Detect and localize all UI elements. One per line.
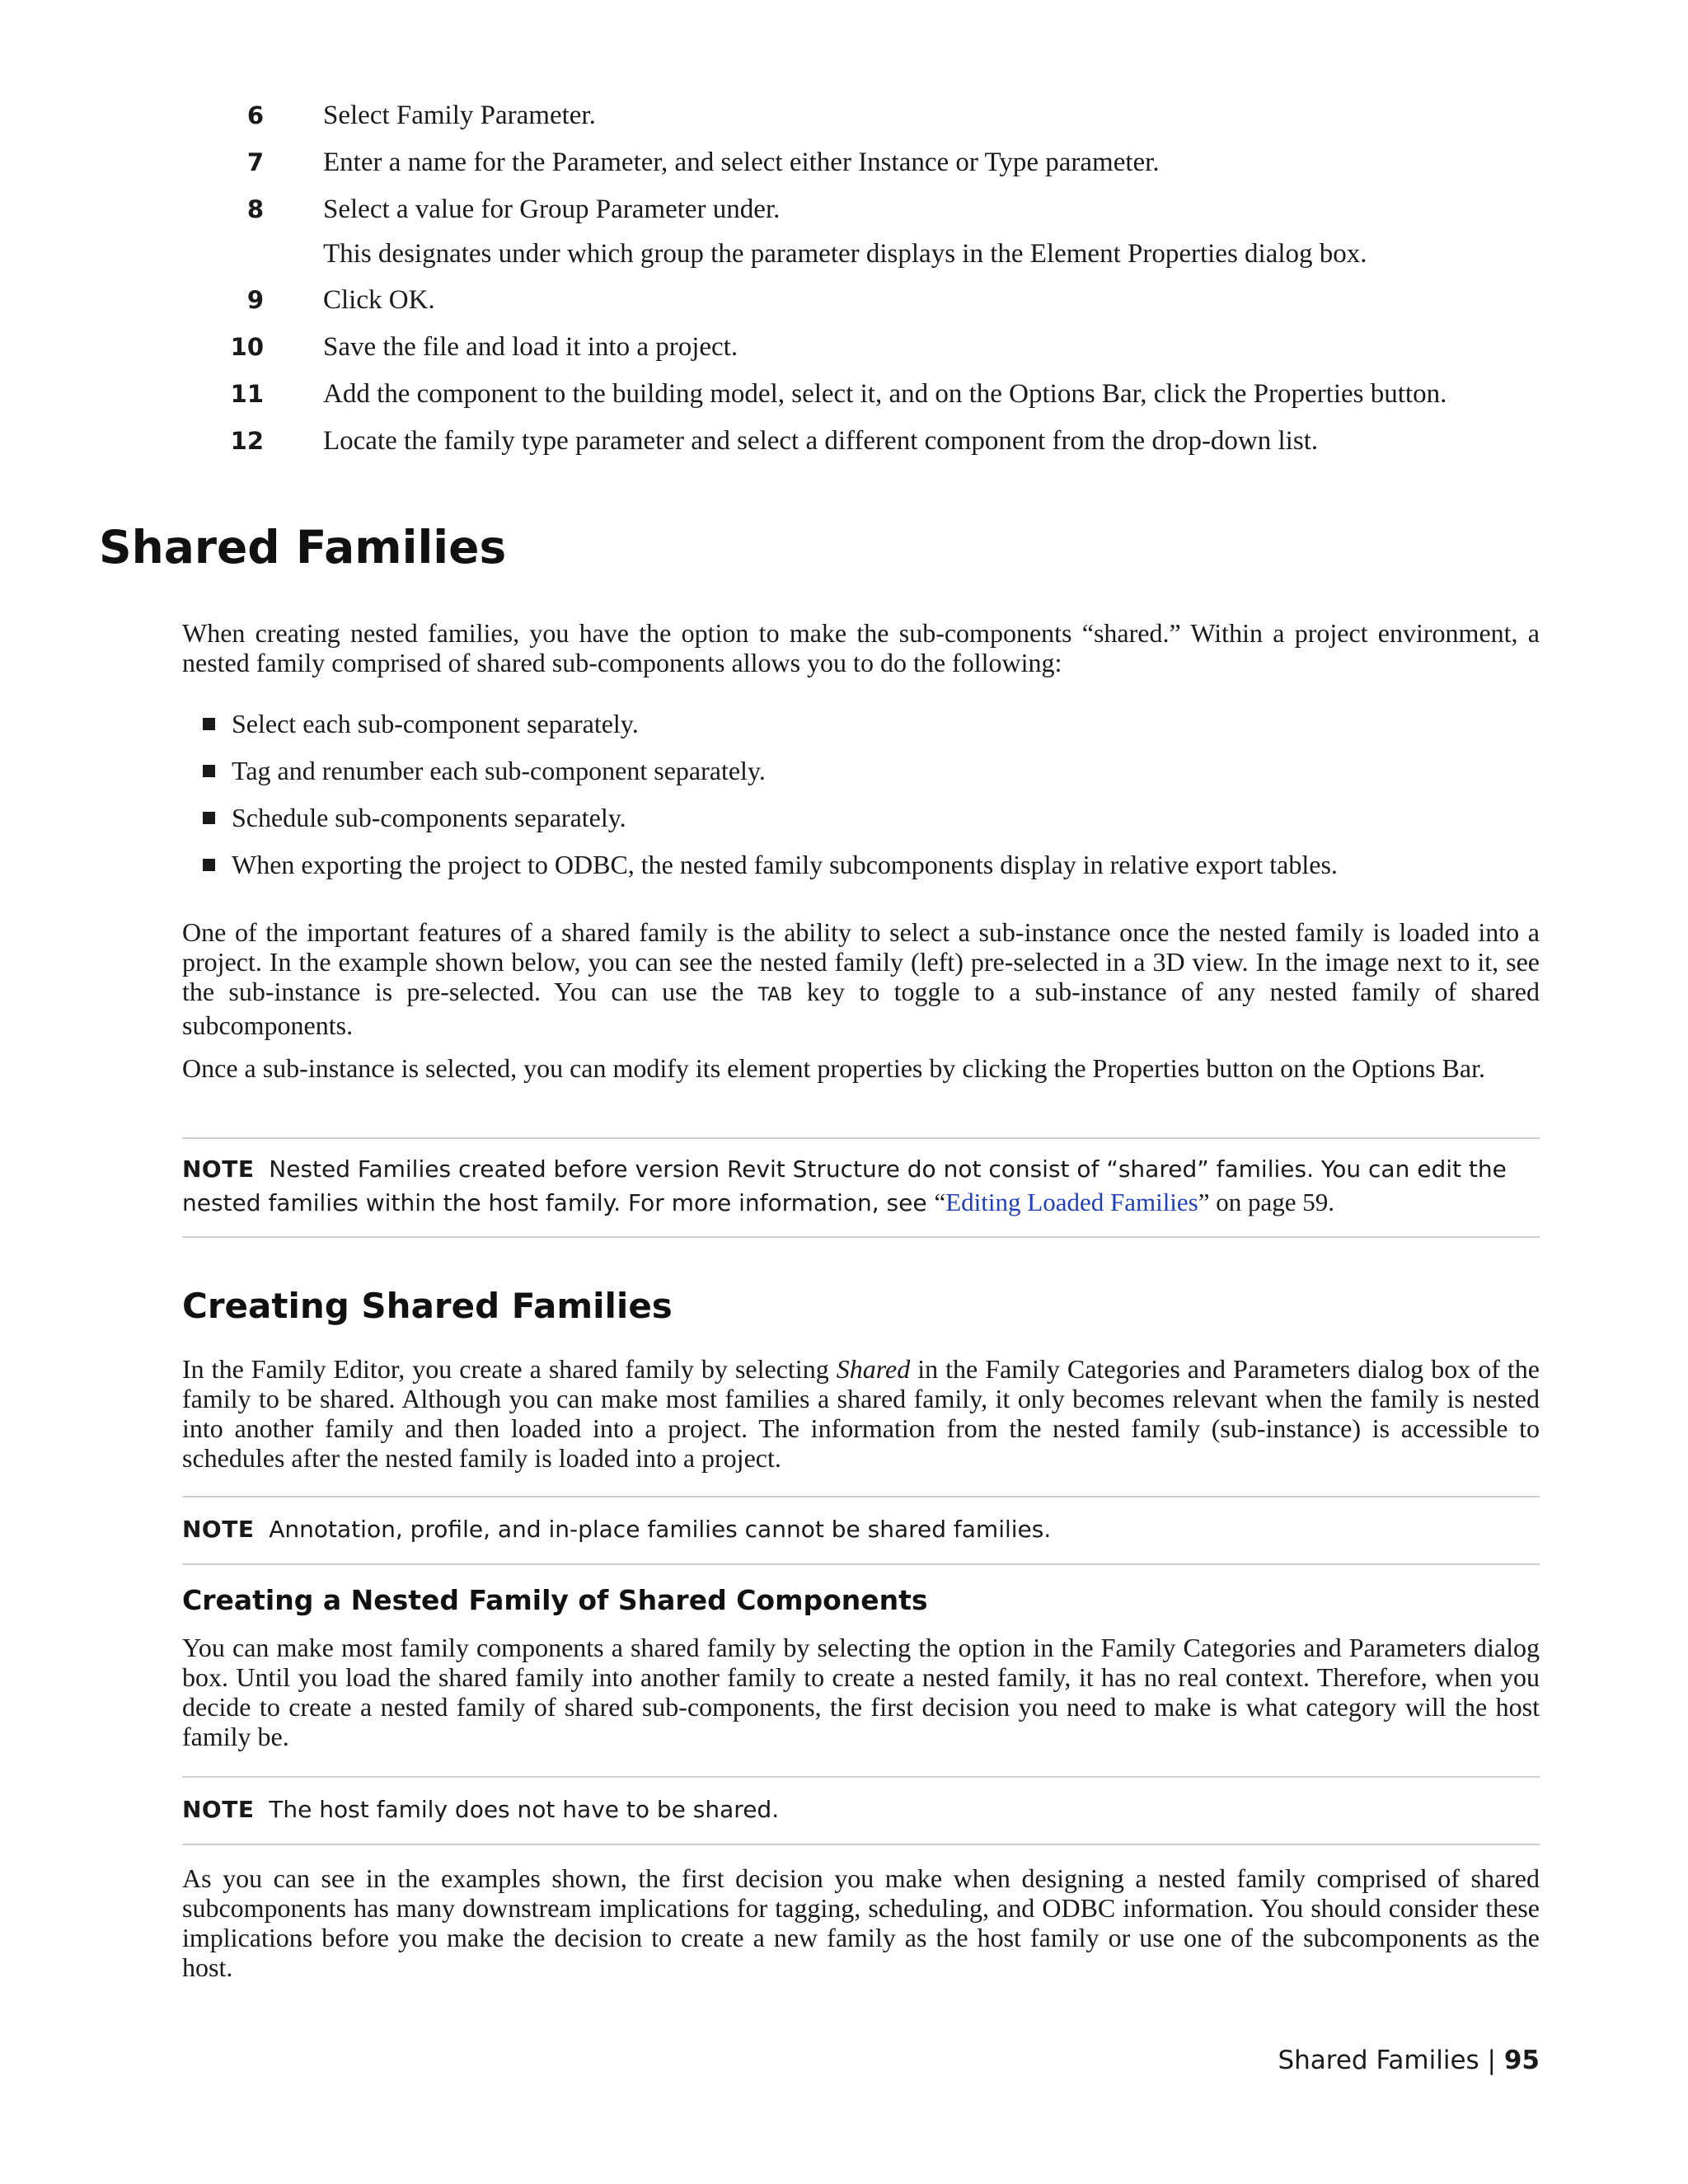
step-number: 11: [230, 380, 264, 408]
step-item: [230, 329, 1558, 365]
step-number: 8: [246, 195, 264, 223]
subsubsection-title: Creating a Nested Family of Shared Components: [182, 1584, 928, 1616]
step-item: [230, 423, 1558, 459]
editing-loaded-families-link[interactable]: Editing Loaded Families: [945, 1188, 1198, 1216]
list-item: Tag and renumber each sub-component separately.: [182, 752, 1540, 789]
footer-separator: |: [1487, 2046, 1496, 2075]
step-number: 10: [230, 333, 264, 361]
step-text: Enter a name for the Parameter, and select either Instance or Type parameter.: [323, 148, 1160, 177]
bullet-square-icon: [203, 859, 215, 871]
step-subtext: This designates under which group the parameter displays in the Element Properties dialog box.: [323, 239, 1367, 269]
step-number: 12: [230, 427, 264, 455]
step-number: 9: [246, 286, 264, 314]
bullet-square-icon: [203, 765, 215, 777]
intro-block: [182, 618, 1540, 677]
step-text: Click OK.: [323, 285, 435, 315]
sub-instance-paragraph: Once a sub-instance is selected, you can modify its element properties by clicking the Properties button on the Options Bar.: [182, 1053, 1485, 1083]
note-box: NOTE The host family does not have to be shared.: [182, 1776, 1540, 1845]
nested-family-paragraph: You can make most family components a shared family by selecting the option in the Family Categories and Parameters dialog box. Until you load the shared family into another family to create a nested family, it has no real context. Therefore, when you decide to create a nested family of shared sub-components, the first decision you need to make is what category will the host family be.: [182, 1633, 1540, 1751]
note-label: NOTE: [182, 1155, 255, 1183]
step-number: 6: [246, 101, 264, 129]
note-label: NOTE: [182, 1516, 255, 1543]
step-number: 7: [246, 148, 264, 176]
implications-paragraph: As you can see in the examples shown, the first decision you make when designing a nested family comprised of shared subcomponents has many downstream implications for tagging, scheduling, and ODBC information. You should consider these implications before you make the decision to create a new family as the host family or use one of the subcomponents as the host.: [182, 1863, 1540, 1982]
shared-family-paragraph: One of the important features of a shared family is the ability to select a sub-instance once the nested family is loaded into a project. In the example shown below, you can see the nested family (left) pre-selected in a 3D view. In the image next to it, see the sub-instance is pre-selected. You can use the TAB key to toggle to a sub-instance of any nested family of shared subcomponents.: [182, 917, 1540, 1040]
step-item: [230, 376, 1558, 412]
page-footer: [1278, 2042, 1540, 2079]
step-text: Select a value for Group Parameter under.: [323, 194, 781, 224]
subsection-title: Creating Shared Families: [182, 1286, 673, 1326]
intro-paragraph: When creating nested families, you have the option to make the sub-components “shared.” Within a project environment, a nested family comprised of shared sub-components allows you to do the following:: [182, 618, 1540, 677]
list-item: Select each sub-component separately.: [182, 705, 1540, 742]
step-text: Select Family Parameter.: [323, 101, 596, 130]
step-item: [246, 282, 1558, 318]
list-item: When exporting the project to ODBC, the nested family subcomponents display in relative export tables.: [182, 846, 1540, 883]
bullet-square-icon: [203, 718, 215, 730]
numbered-steps: [230, 97, 1558, 470]
list-item: Schedule sub-components separately.: [182, 799, 1540, 836]
step-item: [246, 144, 1558, 180]
step-text: Add the component to the building model, select it, and on the Options Bar, click the Properties button.: [323, 379, 1447, 409]
note-box: NOTE Nested Families created before version Revit Structure do not consist of “shared” families. You can edit the nested families within the host family. For more information, see “Editing Loaded Families” on page 59.: [182, 1137, 1540, 1238]
section-title: Shared Families: [99, 521, 507, 574]
step-text: Save the file and load it into a project.: [323, 332, 738, 362]
note-box: NOTE Annotation, profile, and in-place families cannot be shared families.: [182, 1496, 1540, 1565]
step-text: Locate the family type parameter and select a different component from the drop-down list.: [323, 426, 1319, 456]
step-item: [246, 97, 1558, 134]
page-number: 95: [1503, 2046, 1540, 2075]
note-label: NOTE: [182, 1796, 255, 1823]
feature-list: [182, 705, 1540, 893]
footer-section: Shared Families: [1278, 2046, 1479, 2075]
step-item: [246, 191, 1558, 273]
tab-key-label: TAB: [757, 985, 793, 1005]
family-editor-paragraph: In the Family Editor, you create a shared family by selecting Shared in the Family Categories and Parameters dialog box of the family to be shared. Although you can make most families a shared family, it only becomes relevant when the family is nested into another family and then loaded into a project. The information from the nested family (sub-instance) is accessible to schedules after the nested family is loaded into a project.: [182, 1354, 1540, 1473]
bullet-square-icon: [203, 812, 215, 824]
